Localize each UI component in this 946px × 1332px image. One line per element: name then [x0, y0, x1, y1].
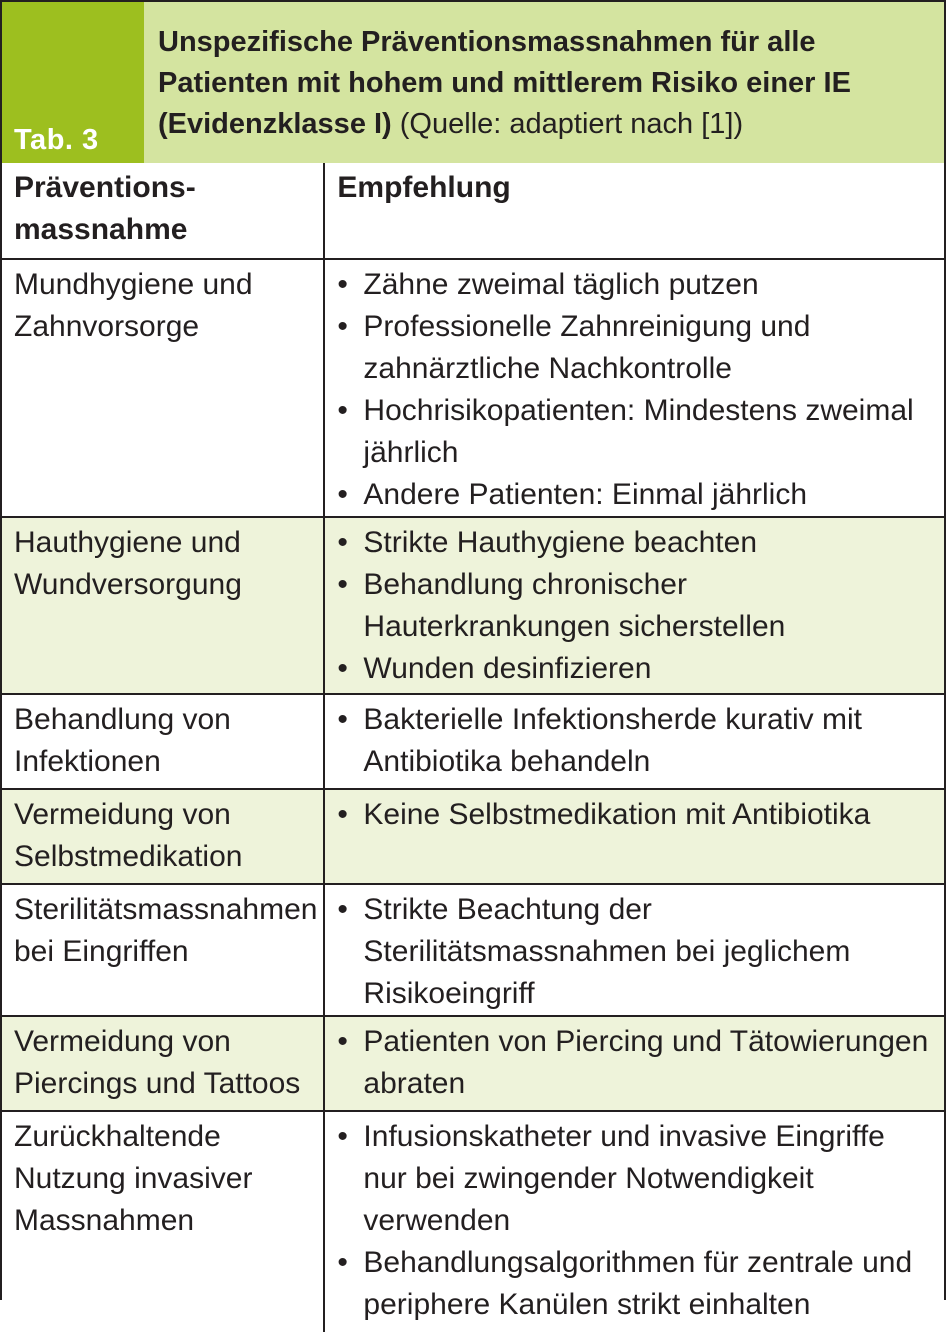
table-number-badge — [2, 2, 144, 163]
list-item: • Patienten von Piercing und Tätowierungen abraten — [337, 1021, 932, 1105]
list-item: • Behandlung chronischer Hauterkrankungen sicherstellen — [337, 564, 932, 648]
list-item: • Strikte Beachtung der Sterilitätsmassnahmen bei jeglichem Risikoeingriff — [337, 889, 932, 1015]
recommendation-list — [337, 522, 932, 690]
list-item: • Hochrisikopatienten: Mindestens zweimal jährlich — [337, 390, 932, 474]
table-title-source: (Quelle: adaptiert nach [1]) — [391, 108, 744, 140]
table-number-label: Tab. 3 — [14, 124, 99, 156]
recommendation-list — [337, 1021, 932, 1105]
measure-cell: Sterilitätsmassnahmen bei Eingriffen — [2, 884, 324, 1016]
recommendation-cell — [324, 884, 944, 1016]
column-header-measure-line1: Präventions- — [14, 171, 196, 204]
recommendation-list — [337, 264, 932, 516]
recommendation-cell — [324, 694, 944, 789]
recommendation-cell — [324, 259, 944, 517]
measure-cell: Zurückhaltende Nutzung invasiver Massnahmen — [2, 1111, 324, 1332]
table-row — [2, 694, 944, 789]
table-row — [2, 884, 944, 1016]
list-item: • Zähne zweimal täglich putzen — [337, 264, 932, 306]
column-header-measure-line2: massnahme — [14, 213, 188, 246]
list-item: • Andere Patienten: Einmal jährlich — [337, 474, 932, 516]
recommendation-cell — [324, 517, 944, 694]
recommendation-list — [337, 794, 932, 836]
measure-cell: Hauthygiene und Wundversorgung — [2, 517, 324, 694]
recommendation-cell — [324, 789, 944, 884]
measure-cell: Mundhygiene und Zahnvorsorge — [2, 259, 324, 517]
list-item: • Behandlungsalgorithmen für zentrale und periphere Kanülen strikt einhalten — [337, 1242, 932, 1326]
table-row — [2, 1111, 944, 1332]
list-item: • Strikte Hauthygiene beachten — [337, 522, 932, 564]
table-title — [158, 22, 928, 145]
list-item: • Professionelle Zahnreinigung und zahnärztliche Nachkontrolle — [337, 306, 932, 390]
list-item: • Bakterielle Infektionsherde kurativ mit Antibiotika behandeln — [337, 699, 932, 783]
column-header-recommendation: Empfehlung — [324, 163, 944, 259]
table-row — [2, 259, 944, 517]
measure-cell: Vermeidung von Piercings und Tattoos — [2, 1016, 324, 1111]
table-row — [2, 789, 944, 884]
column-header-measure — [2, 163, 324, 259]
list-item: • Infusionskatheter und invasive Eingriffe nur bei zwingender Notwendigkeit verwenden — [337, 1116, 932, 1242]
table-row — [2, 517, 944, 694]
recommendation-list — [337, 699, 932, 783]
table-title-main: Unspezifische Präventionsmassnahmen für alle Patienten mit hohem und mittlerem Risiko einer IE (Evidenzklasse I) — [158, 26, 851, 140]
recommendation-cell — [324, 1111, 944, 1332]
table-row — [2, 1016, 944, 1111]
recommendation-list — [337, 889, 932, 1015]
measure-cell: Vermeidung von Selbstmedikation — [2, 789, 324, 884]
prevention-table — [2, 163, 944, 1332]
list-item: • Wunden desinfizieren — [337, 648, 932, 690]
table-header-row — [2, 163, 944, 259]
list-item: • Keine Selbstmedikation mit Antibiotika — [337, 794, 932, 836]
recommendation-list — [337, 1116, 932, 1326]
table-header — [2, 2, 944, 165]
measure-cell: Behandlung von Infektionen — [2, 694, 324, 789]
recommendation-cell — [324, 1016, 944, 1111]
